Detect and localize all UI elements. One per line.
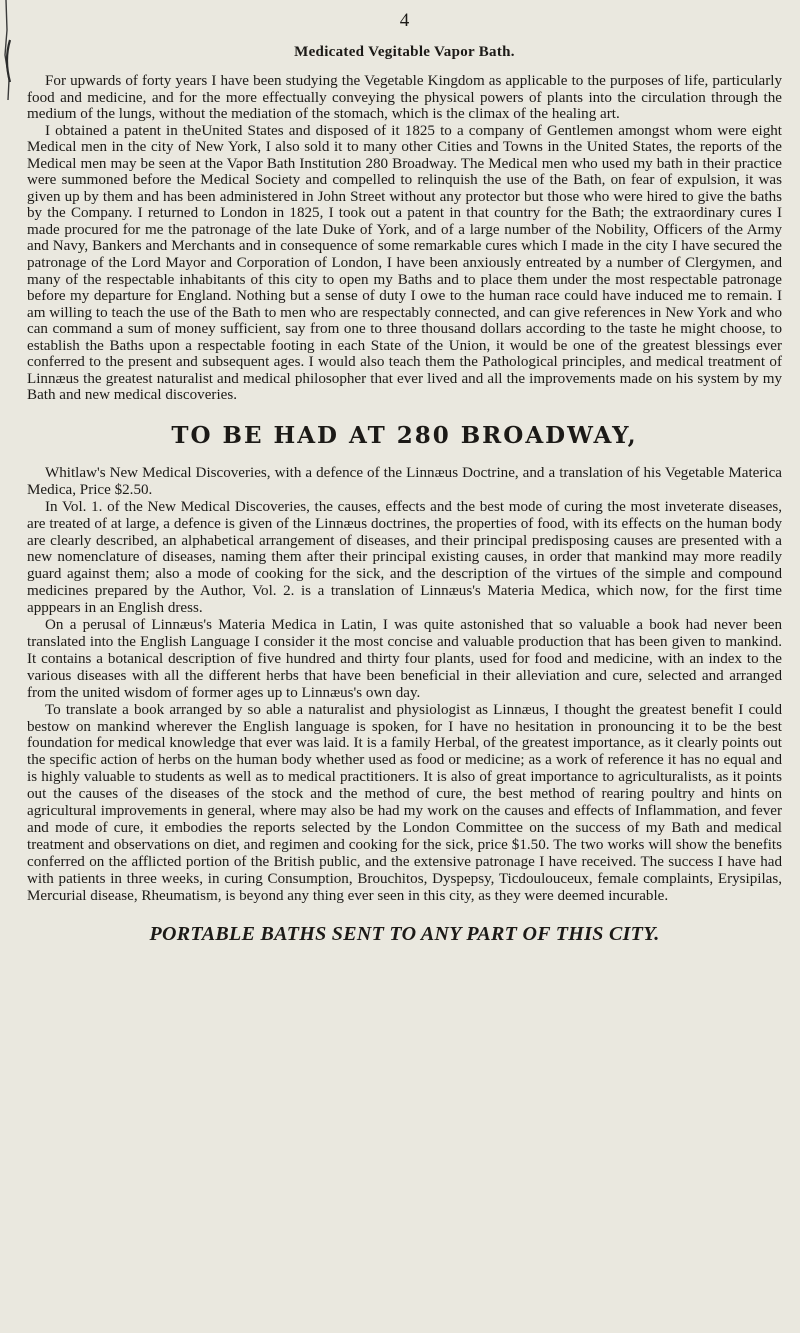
book-perusal-paragraph: On a perusal of Linnæus's Materia Medica in Latin, I was quite astonished that so valuable a book had never been translated into the English Language I consider it the most concise and valuable production that has been given to mankind. It contains a botanical description of five hundred and thirty four plants, used for food and medicine, with an index to the various diseases with all the different herbs that have been beneficial in their alleviation and cure, selected and arranged from the united wisdom of former ages up to Linnæus's own day. xyxy=(27,617,782,701)
book-translation-paragraph: To translate a book arranged by so able a naturalist and physiologist as Linnæus, I thought the greatest benefit I could bestow on mankind wherever the English language is spoken, for I have no hesitation in pronouncing it to be the best foundation for medical knowledge that ever was laid. It is a family Herbal, of the greatest importance, as it clearly points out the specific action of herbs on the human body whether used as food or medicine; as a work of reference it has no equal and is highly valuable to students as well as to medical practitioners. It is also of great importance to agriculturalists, as it points out the causes of the diseases of the stock and the method of cure, the best method of rearing poultry and hints on agricultural improvements in general, where may also be had my work on the causes and effects of Inflammation, and fever and mode of cure, it embodies the reports selected by the London Committee on the success of my Bath and medical treatment and observations on diet, and regimen and cooking for the sick, price $1.50. The two works will show the benefits conferred on the afflicted portion of the British public, and the extensive patronage I have received. The success I have had with patients in three weeks, in curing Consumption, Brouchitos, Dyspepsy, Ticdoulouceux, female complaints, Erysipilas, Mercurial disease, Rheumatism, is beyond any thing ever seen in this city, as they were deemed incurable. xyxy=(27,701,782,904)
footer-notice: PORTABLE BATHS SENT TO ANY PART OF THIS CITY. xyxy=(149,922,660,945)
book-title-paragraph: Whitlaw's New Medical Discoveries, with a defence of the Linnæus Doctrine, and a translation of his Vegetable Materica Medica, Price $2.50. xyxy=(27,464,782,498)
page-number: 4 xyxy=(399,10,410,31)
intro-paragraph-1: For upwards of forty years I have been studying the Vegetable Kingdom as applicable to the purposes of life, particularly food and medicine, and for the more effectually conveying the physical powers of plants into the circulation through the medium of the lungs, without the mediation of the stomach, which is the climax of the healing art. xyxy=(27,73,782,123)
page-header: Medicated Vegitable Vapor Bath. xyxy=(294,44,515,60)
book-volume-paragraph: In Vol. 1. of the New Medical Discoveries, the causes, effects and the best mode of curing the most inveterate diseases, are treated of at large, a defence is given of the Linnæus doctrines, the properties of food, with its effects on the human body are clearly described, an alphabetical arrangement of diseases, and their principal predisposing causes are presented with a new nomenclature of diseases, naming them after their principal existing causes, in order that mankind may more readily guard against them; also a mode of cooking for the sick, and the description of the virtues of the simple and compound medicines prepared by the Author, Vol. 2. is a translation of Linnæus's Materia Medica, which now, for the first time apppears in an English dress. xyxy=(27,498,782,617)
intro-paragraph-2: I obtained a patent in theUnited States and disposed of it 1825 to a company of Gentlemen amongst whom were eight Medical men in the city of New York, I also sold it to many other Cities and Towns in the United States, the reports of the Medical men may be seen at the Vapor Bath Institution 280 Broadway. The Medical men who used my bath in their practice were summoned before the Medical Society and compelled to relinquish the use of the Bath, on fear of expulsion, it was given up by them and has been administered in John Street without any protector but those who were hired to give the baths by the Company. I returned to London in 1825, I took out a patent in that country for the Bath; the extraordinary cures I made procured for me the patronage of the late Duke of York, and of a large number of the Nobility, Officers of the Army and Navy, Bankers and Merchants and in consequence of some remarkable cures which I made in the city I have secured the patronage of the Lord Mayor and Corporation of London, I have been anxiously entreated by a number of Clergymen, and many of the respectable inhabitants of this city to open my Baths and to place them under the most respectable patronage before my departure for England. Nothing but a sense of duty I owe to the human race could have induced me to remain. I am willing to teach the use of the Bath to men who are respectably connected, and can give references in New York and who can command a sum of money sufficient, say from one to three thousand dollars according to the taste he might choose, to establish the Baths upon a respectable footing in each State of the Union, it would be one of the greatest blessings ever conferred to the present and subsequent ages. I would also teach them the Pathological principles, and medical treatment of Linnæus the greatest naturalist and medical philosopher that ever lived and all the improvements made on his system by my Bath and new medical discoveries. xyxy=(27,122,782,404)
binding-edge-mark xyxy=(0,0,22,120)
advertisement-banner: TO BE HAD AT 280 BROADWAY, xyxy=(171,421,638,449)
book-section xyxy=(27,465,782,905)
